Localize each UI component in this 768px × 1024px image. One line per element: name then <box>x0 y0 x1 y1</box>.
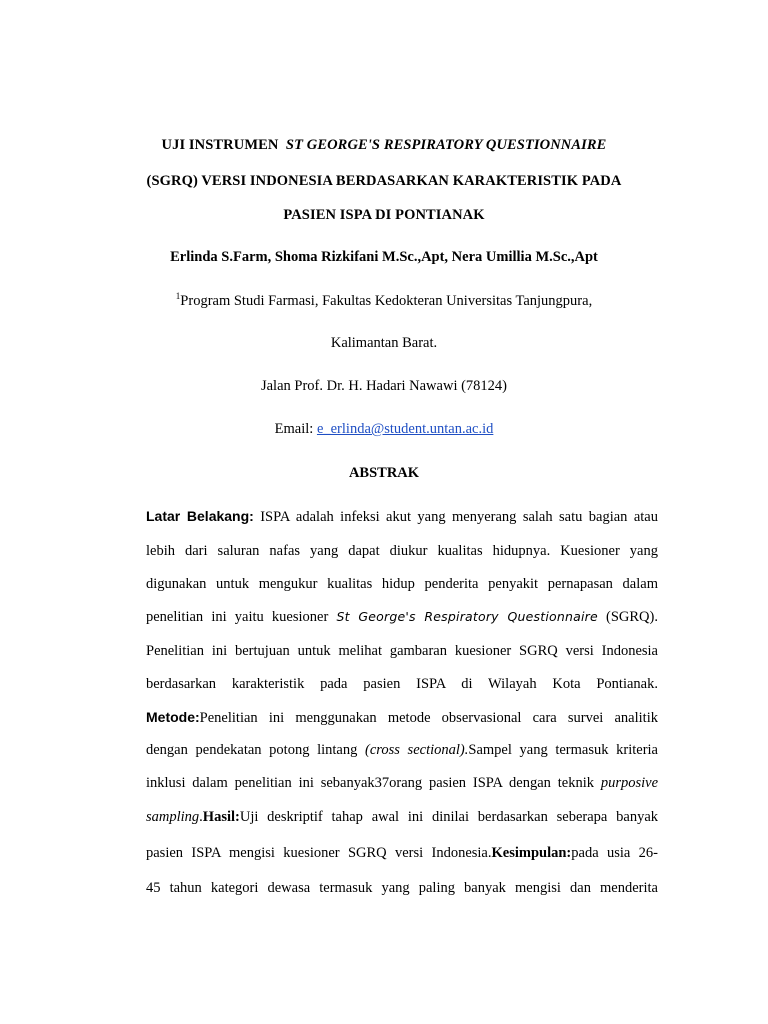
background-label: Latar Belakang: <box>146 508 254 524</box>
affiliation-line-1 <box>0 291 768 310</box>
title-line-3: PASIEN ISPA DI PONTIANAK <box>283 207 485 223</box>
abstract-text: . <box>199 809 203 825</box>
abstract-line-10 <box>146 809 658 826</box>
abstract-line-2: lebih dari saluran nafas yang dapat diukur kualitas hidupnya. Kuesioner yang <box>146 543 658 559</box>
results-label: Hasil: <box>202 809 240 825</box>
affiliation-line-2: Kalimantan Barat. <box>330 335 438 351</box>
affiliation-marker: 1 <box>175 291 181 301</box>
conclusion-label: Kesimpulan: <box>491 845 572 861</box>
title-prefix: UJI INSTRUMEN <box>161 137 279 153</box>
abstract-line-9 <box>146 775 658 792</box>
abstract-text: Penelitian ini menggunakan metode observasional cara survei analitik <box>199 710 658 726</box>
title-questionnaire-name: ST GEORGE'S RESPIRATORY QUESTIONNAIRE <box>285 137 607 153</box>
abstract-line-1 <box>146 508 658 526</box>
email-line <box>0 421 768 438</box>
abstract-text: penelitian ini yaitu kuesioner <box>146 609 337 625</box>
abstract-text: pada usia 26- <box>571 845 658 861</box>
abstract-line-11 <box>146 845 658 862</box>
email-link[interactable]: e_erlinda@student.untan.ac.id <box>316 421 494 437</box>
affiliation-text: Program Studi Farmasi, Fakultas Kedokteran Universitas Tanjungpura, <box>180 293 593 309</box>
abstract-line-5: Penelitian ini bertujuan untuk melihat gambaran kuesioner SGRQ versi Indonesia <box>146 643 658 659</box>
title-line-2: (SGRQ) VERSI INDONESIA BERDASARKAN KARAKTERISTIK PADA <box>146 173 622 189</box>
abstract-text: pasien ISPA mengisi kuesioner SGRQ versi Indonesia. <box>146 845 492 861</box>
abstract-line-8 <box>146 742 658 759</box>
abstract-italic-text: sampling <box>146 809 200 825</box>
abstract-italic-text: (cross sectional). <box>365 742 469 758</box>
abstract-heading: ABSTRAK <box>348 465 420 481</box>
title-line-1 <box>0 137 768 154</box>
abstract-text: ISPA adalah infeksi akut yang menyerang salah satu bagian atau <box>253 509 658 525</box>
abstract-line-4 <box>146 609 658 626</box>
abstract-text: Sampel yang termasuk kriteria <box>468 742 658 758</box>
email-label: Email: <box>274 421 314 437</box>
questionnaire-name-italic: St George's Respiratory Questionnaire <box>336 609 598 624</box>
abstract-text: dengan pendekatan potong lintang <box>146 742 366 758</box>
authors: Erlinda S.Farm, Shoma Rizkifani M.Sc.,Apt, Nera Umillia M.Sc.,Apt <box>170 249 598 265</box>
abstract-line-3: digunakan untuk mengukur kualitas hidup penderita penyakit pernapasan dalam <box>146 576 658 592</box>
abstract-text: Uji deskriptif tahap awal ini dinilai berdasarkan seberapa banyak <box>239 809 658 825</box>
abstract-line-6: berdasarkan karakteristik pada pasien ISPA di Wilayah Kota Pontianak. <box>146 676 658 692</box>
abstract-line-7 <box>146 709 658 727</box>
abstract-text: inklusi dalam penelitian ini sebanyak37orang pasien ISPA dengan teknik <box>146 775 601 791</box>
abstract-italic-text: purposive <box>600 775 658 791</box>
method-label: Metode: <box>146 709 200 725</box>
abstract-line-12: 45 tahun kategori dewasa termasuk yang paling banyak mengisi dan menderita <box>146 880 658 896</box>
abstract-text: (SGRQ). <box>597 609 658 625</box>
address: Jalan Prof. Dr. H. Hadari Nawawi (78124) <box>260 378 508 394</box>
